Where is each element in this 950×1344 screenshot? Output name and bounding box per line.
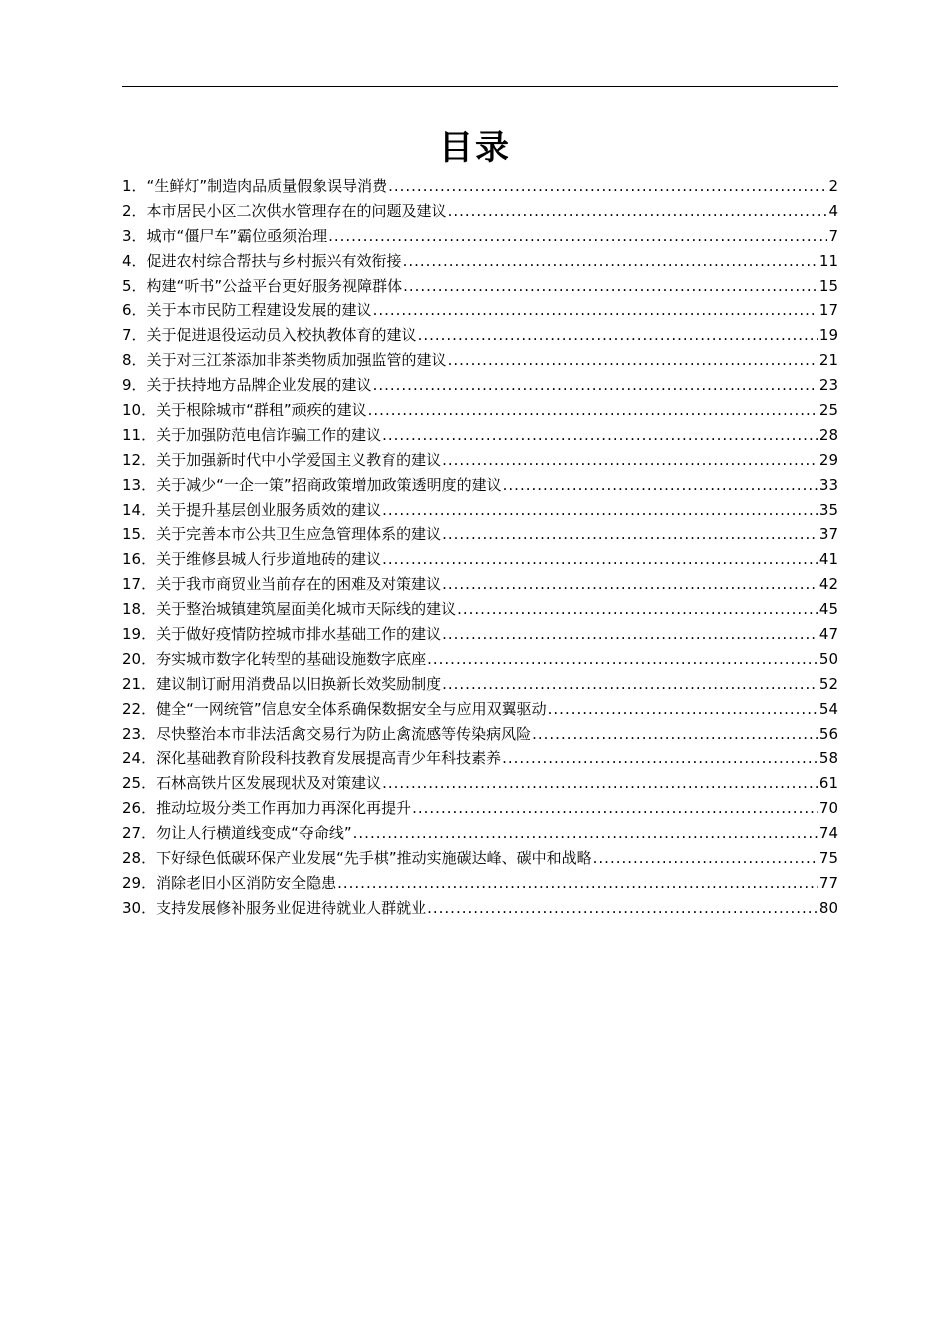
toc-entry[interactable]: [122, 597, 838, 622]
toc-entry[interactable]: [122, 174, 838, 199]
toc-entry-title: 勿让人行横道线变成“夺命线”: [156, 824, 352, 843]
toc-dot-leader: [403, 249, 818, 274]
toc-dot-leader: [532, 722, 818, 747]
toc-dot-leader: [442, 448, 818, 473]
toc-dot-leader: [427, 647, 818, 672]
toc-entry-page: 37: [818, 525, 838, 544]
toc-entry[interactable]: [122, 398, 838, 423]
toc-entry-title: 关于加强新时代中小学爱国主义教育的建议: [156, 450, 442, 469]
toc-entry-title: 关于我市商贸业当前存在的困难及对策建议: [156, 575, 442, 594]
toc-entry-title: 促进农村综合帮扶与乡村振兴有效衔接: [146, 251, 402, 270]
toc-entry[interactable]: [122, 199, 838, 224]
toc-entry-page: 41: [818, 550, 838, 569]
toc-dot-leader: [382, 423, 818, 448]
toc-entry-number: 20．: [122, 649, 157, 668]
toc-entry-number: 23．: [122, 724, 157, 743]
toc-entry-number: 9．: [122, 376, 147, 395]
toc-dot-leader: [382, 547, 818, 572]
toc-entry[interactable]: [122, 572, 838, 597]
toc-entry-page: 47: [818, 625, 838, 644]
toc-entry-title: 夯实城市数字化转型的基础设施数字底座: [156, 649, 427, 668]
toc-entry-page: 56: [818, 724, 838, 743]
toc-entry-title: 建议制订耐用消费品以旧换新长效奖励制度: [156, 674, 442, 693]
header-rule: [122, 86, 838, 87]
page-title: 目录: [439, 128, 511, 168]
toc-entry-page: 35: [818, 500, 838, 519]
toc-entry[interactable]: [122, 298, 838, 323]
toc-entry-number: 13．: [122, 475, 157, 494]
toc-entry-title: 石林高铁片区发展现状及对策建议: [156, 774, 382, 793]
toc-entry-page: 77: [818, 873, 838, 892]
toc-entry[interactable]: [122, 871, 838, 896]
toc-entry[interactable]: [122, 746, 838, 771]
toc-entry-page: 70: [818, 799, 838, 818]
toc-dot-leader: [412, 796, 818, 821]
toc-dot-leader: [382, 771, 818, 796]
toc-entry-title: 推动垃圾分类工作再加力再深化再提升: [156, 799, 412, 818]
toc-entry-page: 25: [818, 401, 838, 420]
toc-entry-page: 42: [818, 575, 838, 594]
toc-entry-page: 15: [818, 276, 838, 295]
toc-dot-leader: [593, 846, 818, 871]
toc-entry-title: 关于加强防范电信诈骗工作的建议: [156, 425, 382, 444]
toc-dot-leader: [353, 821, 818, 846]
toc-dot-leader: [448, 348, 818, 373]
toc-dot-leader: [502, 746, 818, 771]
toc-entry-number: 17．: [122, 575, 157, 594]
toc-entry[interactable]: [122, 796, 838, 821]
toc-dot-leader: [368, 398, 818, 423]
toc-entry-title: 构建“听书”公益平台更好服务视障群体: [146, 276, 403, 295]
toc-dot-leader: [427, 896, 818, 921]
toc-dot-leader: [382, 498, 818, 523]
toc-entry-page: 29: [818, 450, 838, 469]
toc-entry-number: 10．: [122, 401, 157, 420]
toc-entry-number: 19．: [122, 625, 157, 644]
toc-entry-title: 关于扶持地方品牌企业发展的建议: [146, 376, 372, 395]
toc-entry-page: 33: [818, 475, 838, 494]
toc-entry[interactable]: [122, 771, 838, 796]
toc-entry-number: 12．: [122, 450, 157, 469]
toc-dot-leader: [373, 373, 818, 398]
toc-dot-leader: [373, 298, 818, 323]
toc-entry-title: 深化基础教育阶段科技教育发展提高青少年科技素养: [156, 749, 502, 768]
toc-entry[interactable]: [122, 498, 838, 523]
toc-list: [122, 174, 838, 921]
toc-entry-title: 本市居民小区二次供水管理存在的问题及建议: [146, 201, 447, 220]
toc-entry-title: 城市“僵尸车”霸位亟须治理: [146, 226, 328, 245]
toc-dot-leader: [503, 473, 818, 498]
toc-entry-number: 26．: [122, 799, 157, 818]
toc-dot-leader: [328, 224, 827, 249]
toc-entry-title: 关于完善本市公共卫生应急管理体系的建议: [156, 525, 442, 544]
toc-dot-leader: [448, 199, 828, 224]
toc-dot-leader: [388, 174, 827, 199]
toc-entry-number: 25．: [122, 774, 157, 793]
toc-entry[interactable]: [122, 846, 838, 871]
toc-entry-number: 15．: [122, 525, 157, 544]
toc-dot-leader: [337, 871, 818, 896]
toc-dot-leader: [442, 622, 818, 647]
toc-entry[interactable]: [122, 448, 838, 473]
toc-entry[interactable]: [122, 896, 838, 921]
toc-entry-number: 3．: [122, 226, 147, 245]
toc-entry-page: 7: [828, 226, 838, 245]
toc-entry[interactable]: [122, 547, 838, 572]
toc-entry-title: 关于维修县城人行步道地砖的建议: [156, 550, 382, 569]
toc-entry-title: 消除老旧小区消防安全隐患: [156, 873, 337, 892]
toc-entry-title: 下好绿色低碳环保产业发展“先手棋”推动实施碳达峰、碳中和战略: [156, 849, 592, 868]
toc-entry-title: 关于提升基层创业服务质效的建议: [156, 500, 382, 519]
toc-entry-page: 52: [818, 674, 838, 693]
toc-entry[interactable]: [122, 274, 838, 299]
toc-entry[interactable]: [122, 697, 838, 722]
toc-entry-number: 29．: [122, 873, 157, 892]
toc-entry-page: 28: [818, 425, 838, 444]
toc-entry-page: 61: [818, 774, 838, 793]
toc-entry-number: 7．: [122, 326, 147, 345]
toc-entry-title: 支持发展修补服务业促进待就业人群就业: [156, 898, 427, 917]
toc-entry[interactable]: [122, 647, 838, 672]
toc-entry-number: 18．: [122, 600, 157, 619]
toc-dot-leader: [418, 323, 818, 348]
toc-entry-number: 11．: [122, 425, 157, 444]
toc-entry[interactable]: [122, 348, 838, 373]
toc-entry-number: 30．: [122, 898, 157, 917]
toc-entry-page: 50: [818, 649, 838, 668]
toc-entry[interactable]: [122, 522, 838, 547]
toc-entry[interactable]: [122, 224, 838, 249]
toc-dot-leader: [457, 597, 818, 622]
toc-entry-title: “生鲜灯”制造肉品质量假象误导消费: [146, 177, 388, 195]
toc-entry-number: 6．: [122, 301, 147, 320]
toc-entry[interactable]: [122, 323, 838, 348]
toc-dot-leader: [403, 274, 818, 299]
toc-entry-number: 27．: [122, 824, 157, 843]
toc-entry-number: 5．: [122, 276, 147, 295]
toc-dot-leader: [548, 697, 818, 722]
toc-entry-number: 8．: [122, 351, 147, 370]
toc-entry[interactable]: [122, 821, 838, 846]
toc-entry-number: 4．: [122, 251, 147, 270]
toc-entry-number: 24．: [122, 749, 157, 768]
toc-entry-title: 关于本市民防工程建设发展的建议: [146, 301, 372, 320]
toc-entry-page: 58: [818, 749, 838, 768]
toc-dot-leader: [442, 672, 818, 697]
toc-entry[interactable]: [122, 249, 838, 274]
toc-entry-page: 23: [818, 376, 838, 395]
toc-entry-page: 4: [828, 201, 838, 220]
toc-entry-page: 2: [828, 177, 838, 195]
toc-entry-title: 关于促进退役运动员入校执教体育的建议: [146, 326, 417, 345]
toc-entry-number: 22．: [122, 699, 157, 718]
toc-entry[interactable]: [122, 373, 838, 398]
toc-entry-number: 1．: [122, 177, 147, 195]
toc-entry-page: 75: [818, 849, 838, 868]
toc-entry[interactable]: [122, 473, 838, 498]
toc-dot-leader: [442, 572, 818, 597]
toc-entry-number: 16．: [122, 550, 157, 569]
toc-entry-title: 关于减少“一企一策”招商政策增加政策透明度的建议: [156, 475, 502, 494]
toc-entry-title: 关于整治城镇建筑屋面美化城市天际线的建议: [156, 600, 457, 619]
toc-entry-page: 74: [818, 824, 838, 843]
toc-entry-page: 17: [818, 301, 838, 320]
toc-entry-page: 19: [818, 326, 838, 345]
toc-entry-page: 80: [818, 898, 838, 917]
toc-entry-number: 14．: [122, 500, 157, 519]
toc-entry-page: 11: [818, 251, 838, 270]
toc-entry-number: 28．: [122, 849, 157, 868]
toc-entry[interactable]: [122, 622, 838, 647]
toc-entry[interactable]: [122, 672, 838, 697]
toc-entry-page: 21: [818, 351, 838, 370]
toc-entry[interactable]: [122, 423, 838, 448]
toc-entry[interactable]: [122, 722, 838, 747]
toc-dot-leader: [442, 522, 818, 547]
toc-entry-title: 尽快整治本市非法活禽交易行为防止禽流感等传染病风险: [156, 724, 532, 743]
toc-entry-page: 54: [818, 699, 838, 718]
toc-entry-title: 健全“一网统管”信息安全体系确保数据安全与应用双翼驱动: [156, 699, 547, 718]
toc-entry-title: 关于对三江茶添加非茶类物质加强监管的建议: [146, 351, 447, 370]
toc-entry-number: 2．: [122, 201, 147, 220]
toc-entry-title: 关于根除城市“群租”顽疾的建议: [156, 401, 367, 420]
toc-entry-number: 21．: [122, 674, 157, 693]
toc-entry-page: 45: [818, 600, 838, 619]
toc-entry-title: 关于做好疫情防控城市排水基础工作的建议: [156, 625, 442, 644]
